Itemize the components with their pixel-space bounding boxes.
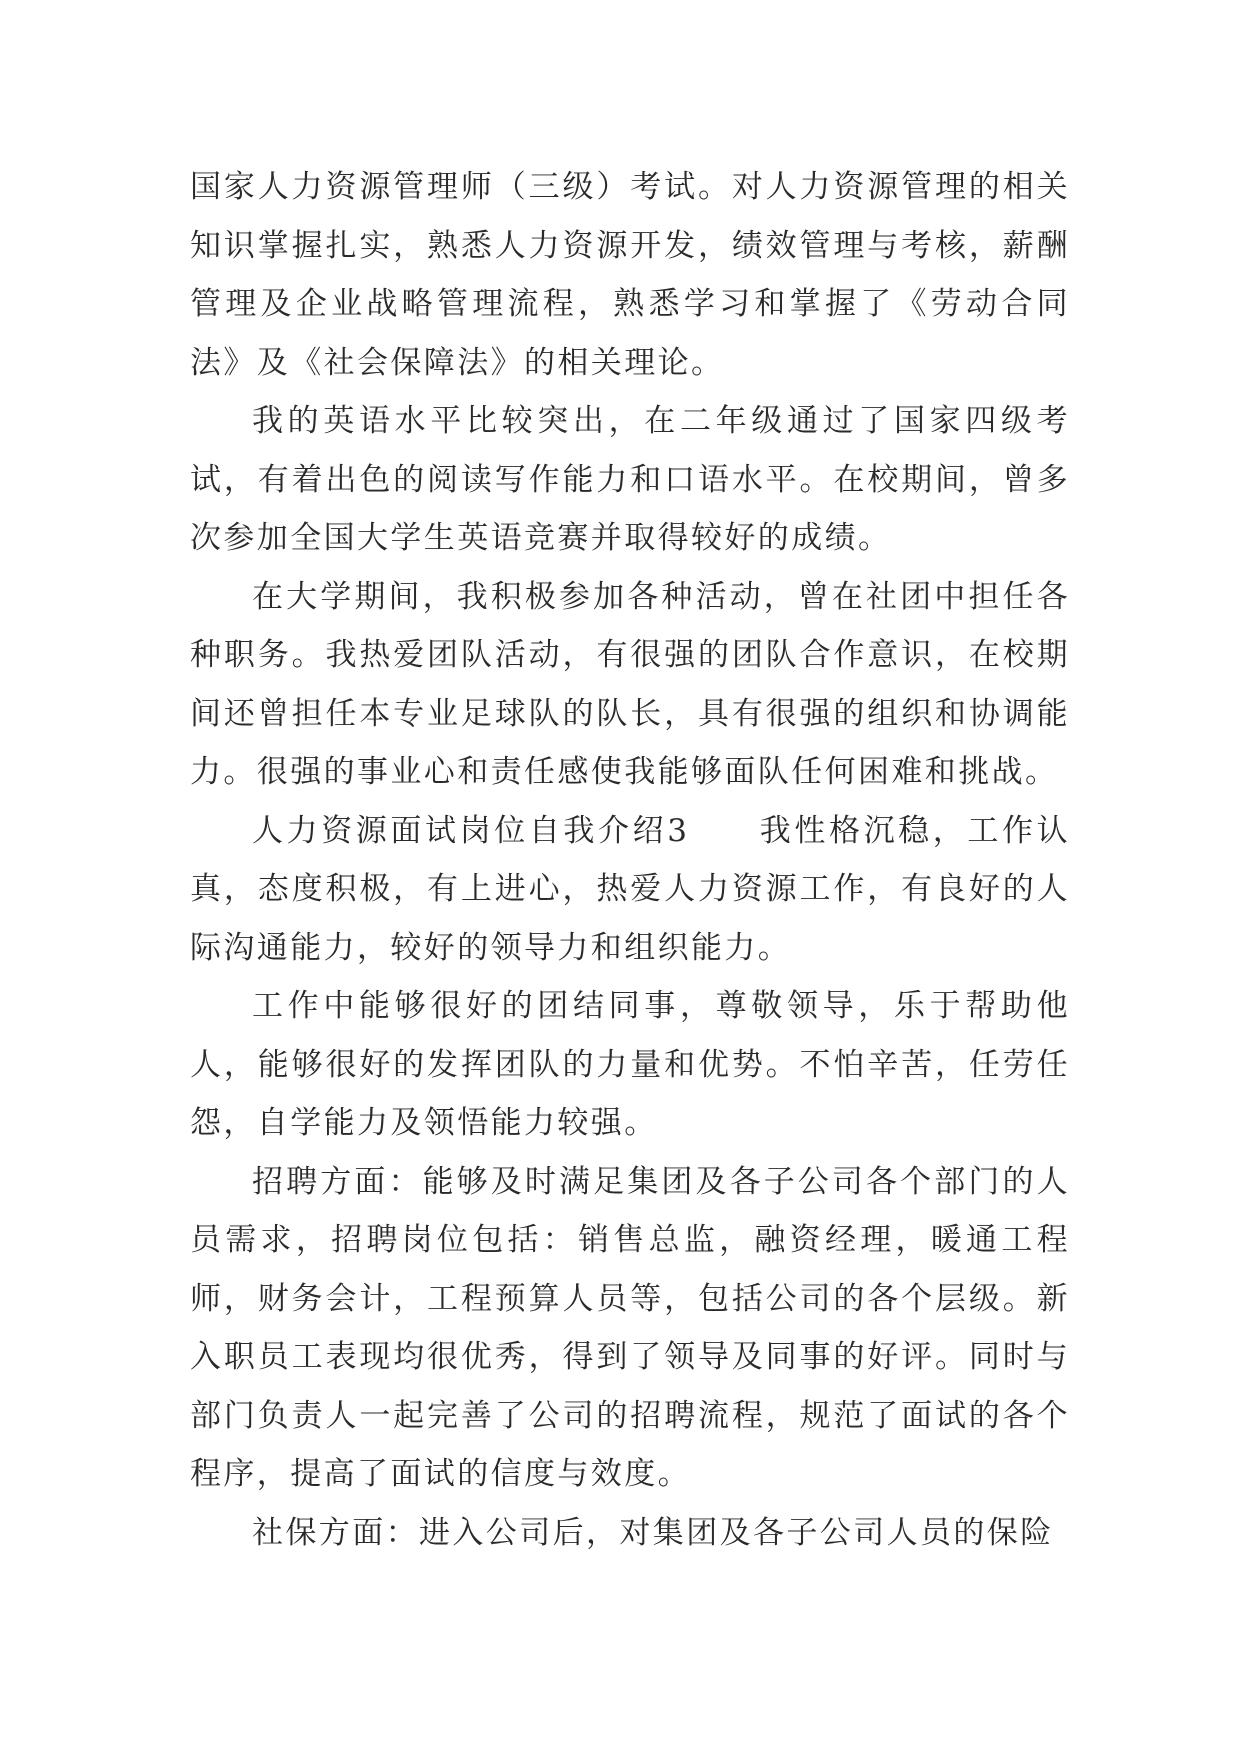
document-body xyxy=(190,158,1070,1562)
paragraph-7: 社保方面：进入公司后，对集团及各子公司人员的保险 xyxy=(252,1514,1054,1551)
paragraph-2: 我的英语水平比较突出，在二年级通过了国家四级考试，有着出色的阅读写作能力和口语水平。在校期间，曾多次参加全国大学生英语竞赛并取得较好的成绩。 xyxy=(190,403,1070,556)
paragraph-5: 工作中能够很好的团结同事，尊敬领导，乐于帮助他人，能够很好的发挥团队的力量和优势。不怕辛苦，任劳任怨，自学能力及领悟能力较强。 xyxy=(190,988,1070,1141)
paragraph-1: 国家人力资源管理师（三级）考试。对人力资源管理的相关知识掌握扎实，熟悉人力资源开发，绩效管理与考核，薪酬管理及企业战略管理流程，熟悉学习和掌握了《劳动合同法》及《社会保障法》的相关理论。 xyxy=(190,169,1070,381)
paragraph-6: 招聘方面：能够及时满足集团及各子公司各个部门的人员需求，招聘岗位包括：销售总监，融资经理，暖通工程师，财务会计，工程预算人员等，包括公司的各个层级。新入职员工表现均很优秀，得到了领导及同事的好评。同时与部门负责人一起完善了公司的招聘流程，规范了面试的各个程序，提高了面试的信度与效度。 xyxy=(190,1163,1070,1492)
paragraph-4: 人力资源面试岗位自我介绍3 我性格沉稳，工作认真，态度积极，有上进心，热爱人力资源工作，有良好的人际沟通能力，较好的领导力和组织能力。 xyxy=(190,812,1070,966)
paragraph-3: 在大学期间，我积极参加各种活动，曾在社团中担任各种职务。我热爱团队活动，有很强的团队合作意识，在校期间还曾担任本专业足球队的队长，具有很强的组织和协调能力。很强的事业心和责任感使我能够面队任何困难和挑战。 xyxy=(190,578,1070,790)
